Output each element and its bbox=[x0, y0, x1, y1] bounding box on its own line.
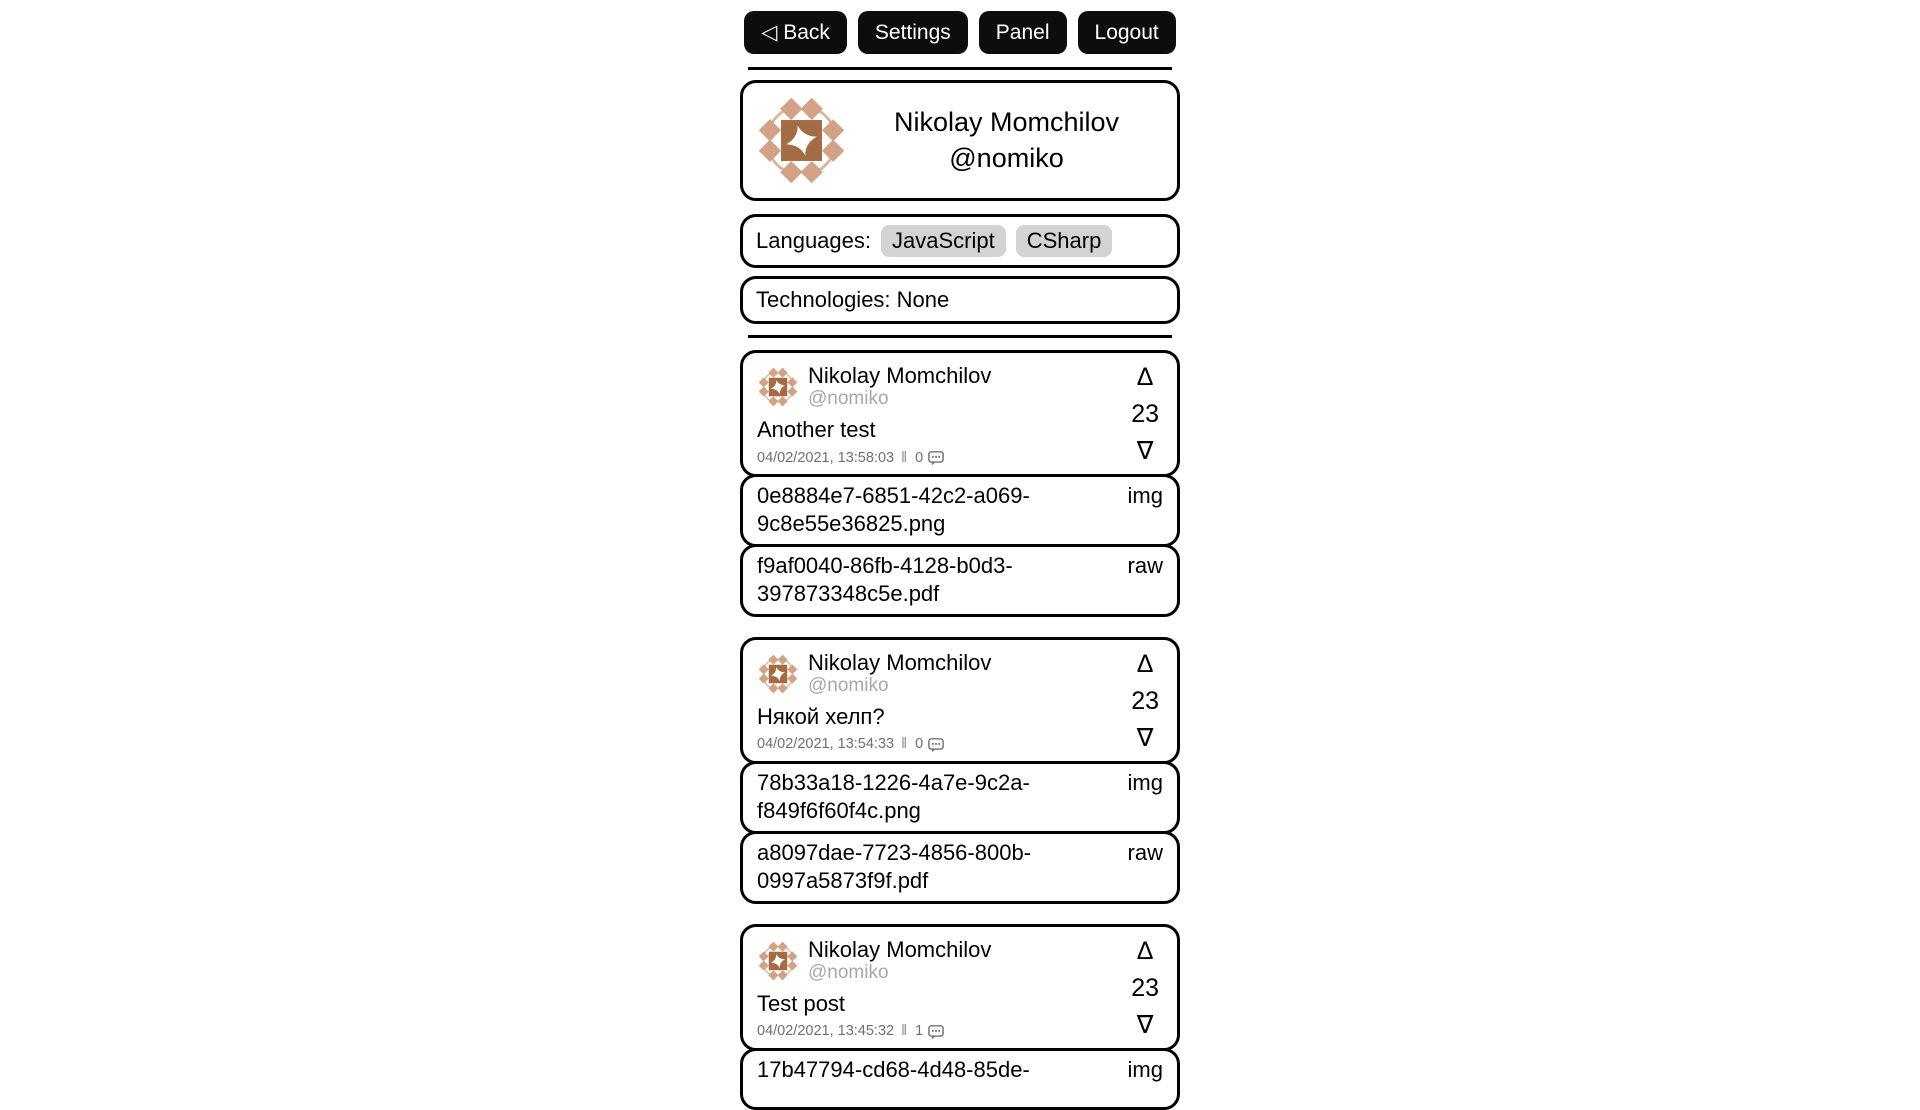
attachment-row[interactable] bbox=[740, 761, 1180, 834]
post-card[interactable] bbox=[740, 637, 1180, 764]
post-author-handle: @nomiko bbox=[808, 961, 889, 983]
meta-separator: ‖ bbox=[901, 736, 909, 753]
comment-count: 0 bbox=[915, 736, 924, 753]
technologies-card bbox=[740, 276, 1180, 324]
post-timestamp: 04/02/2021, 13:54:33 bbox=[757, 736, 895, 753]
vote-column bbox=[1125, 650, 1167, 753]
profile-names bbox=[848, 105, 1165, 175]
comment-count: 1 bbox=[915, 1023, 924, 1040]
post-author-handle: @nomiko bbox=[808, 388, 889, 410]
profile-avatar-icon bbox=[755, 94, 848, 187]
post-author-name: Nikolay Momchilov bbox=[808, 649, 992, 675]
vote-count: 23 bbox=[1131, 400, 1159, 429]
comment-icon bbox=[928, 1025, 944, 1040]
attachment-row[interactable] bbox=[740, 831, 1180, 904]
post-avatar-icon bbox=[757, 940, 799, 982]
languages-card bbox=[740, 214, 1180, 268]
attachment-type: raw bbox=[1127, 839, 1163, 865]
post-avatar-icon bbox=[757, 366, 799, 408]
attachment-filename: a8097dae-7723-4856-800b-0997a5873f9f.pdf bbox=[757, 839, 1032, 893]
post-title: Another test bbox=[757, 417, 876, 443]
post-avatar-icon bbox=[757, 653, 799, 695]
post-group bbox=[740, 350, 1180, 617]
vote-count: 23 bbox=[1131, 686, 1159, 715]
post-meta bbox=[757, 736, 1125, 753]
comment-icon bbox=[928, 738, 944, 753]
post-header bbox=[757, 937, 1125, 985]
posts-feed bbox=[740, 350, 1180, 1110]
attachment-type: raw bbox=[1127, 552, 1163, 578]
attachment-row[interactable] bbox=[740, 544, 1180, 617]
profile-handle: @nomiko bbox=[949, 142, 1064, 173]
post-meta bbox=[757, 449, 1125, 466]
downvote-button[interactable]: ∇ bbox=[1136, 437, 1154, 466]
divider-posts bbox=[748, 335, 1172, 338]
comment-icon bbox=[928, 451, 944, 466]
profile-name: Nikolay Momchilov bbox=[893, 107, 1120, 138]
attachment-row[interactable] bbox=[740, 1048, 1180, 1110]
vote-column bbox=[1125, 363, 1167, 466]
page-column bbox=[740, 0, 1180, 1110]
profile-card bbox=[740, 80, 1180, 201]
attachment-filename: f9af0040-86fb-4128-b0d3-397873348c5e.pdf bbox=[757, 552, 1013, 606]
downvote-button[interactable]: ∇ bbox=[1136, 1010, 1154, 1039]
attachment-row[interactable] bbox=[740, 474, 1180, 547]
downvote-button[interactable]: ∇ bbox=[1136, 723, 1154, 752]
logout-button[interactable]: Logout bbox=[1078, 11, 1176, 54]
settings-button[interactable]: Settings bbox=[858, 11, 968, 54]
vote-count: 23 bbox=[1131, 973, 1159, 1002]
post-header bbox=[757, 363, 1125, 411]
panel-button[interactable]: Panel bbox=[979, 11, 1067, 54]
post-author-block bbox=[808, 363, 991, 411]
post-title: Някой хелп? bbox=[757, 703, 885, 729]
post-timestamp: 04/02/2021, 13:45:32 bbox=[757, 1023, 895, 1040]
post-header bbox=[757, 650, 1125, 698]
post-timestamp: 04/02/2021, 13:58:03 bbox=[757, 449, 895, 466]
post-card[interactable] bbox=[740, 350, 1180, 477]
comment-count: 0 bbox=[915, 449, 924, 466]
languages-label: Languages: bbox=[756, 228, 871, 253]
post-group bbox=[740, 637, 1180, 904]
post-title: Test post bbox=[757, 990, 846, 1016]
attachment-type: img bbox=[1127, 769, 1163, 795]
post-group bbox=[740, 924, 1180, 1110]
meta-separator: ‖ bbox=[901, 449, 909, 466]
post-author-name: Nikolay Momchilov bbox=[808, 363, 992, 388]
back-button[interactable]: ◁ Back bbox=[744, 11, 847, 54]
vote-column bbox=[1125, 937, 1167, 1040]
top-nav bbox=[740, 0, 1180, 54]
upvote-button[interactable]: Δ bbox=[1136, 363, 1154, 391]
language-badge-csharp: CSharp bbox=[1016, 225, 1113, 257]
post-author-handle: @nomiko bbox=[808, 675, 889, 697]
post-author-block bbox=[808, 937, 991, 985]
post-author-name: Nikolay Momchilov bbox=[808, 936, 992, 962]
upvote-button[interactable]: Δ bbox=[1136, 936, 1154, 965]
attachment-type: img bbox=[1127, 1056, 1163, 1082]
post-main bbox=[757, 363, 1125, 466]
post-main bbox=[757, 937, 1125, 1040]
post-author-block bbox=[808, 650, 991, 698]
upvote-button[interactable]: Δ bbox=[1136, 649, 1154, 678]
meta-separator: ‖ bbox=[901, 1023, 909, 1040]
attachment-filename: 78b33a18-1226-4a7e-9c2a-f849f6f60f4c.png bbox=[757, 769, 1030, 823]
divider-top bbox=[748, 67, 1172, 70]
attachment-filename: 0e8884e7-6851-42c2-a069-9c8e55e36825.png bbox=[757, 483, 1030, 537]
language-badge-javascript: JavaScript bbox=[881, 225, 1006, 257]
technologies-label: Technologies: None bbox=[756, 287, 950, 312]
post-main bbox=[757, 650, 1125, 753]
attachment-filename: 17b47794-cd68-4d48-85de- bbox=[757, 1056, 1030, 1082]
post-meta bbox=[757, 1023, 1125, 1040]
attachment-type: img bbox=[1127, 483, 1163, 509]
post-card[interactable] bbox=[740, 924, 1180, 1051]
